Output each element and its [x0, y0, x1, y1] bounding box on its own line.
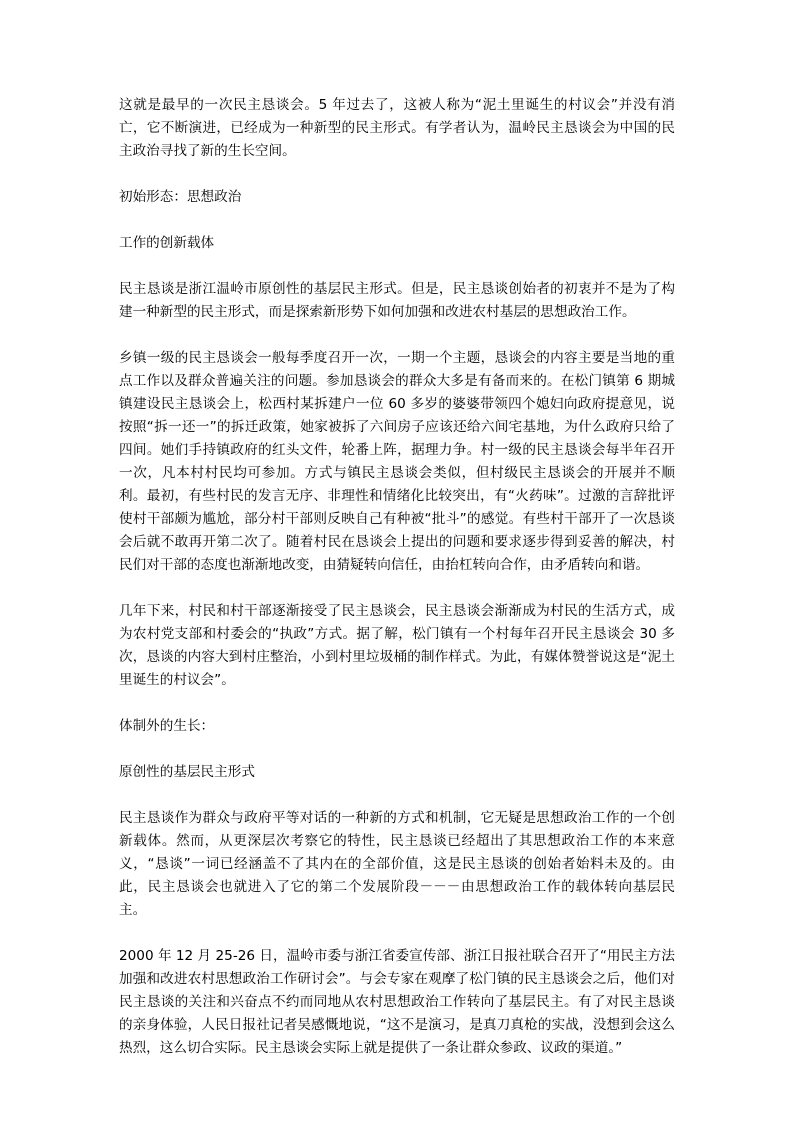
- section-heading-2a: 体制外的生长：: [119, 718, 215, 734]
- section-heading-2b: 原创性的基层民主形式: [119, 764, 255, 780]
- paragraph-township: 乡镇一级的民主恳谈会一般每季度召开一次，一期一个主题，恳谈会的内容主要是当地的重点工作以及群众普遍关注的问题。参加恳谈会的群众大多是有备而来的。在松门镇第 6 期城镇建设民主恳谈会上，松西村某拆建户一位 60 多岁的婆婆带领四个媳妇向政府提意见，说按照“拆一还一”的拆迁政策，她家被拆了六间房子应该还给六间宅基地，为什么政府只给了四间。她们手持镇政府的红头文件，轮番上阵，据理力争。村一级的民主恳谈会每半年召开一次，凡本村村民均可参加。方式与镇民主恳谈会类似，但村级民主恳谈会的开展并不顺利。最初，有些村民的发言无序、非理性和情绪化比较突出，有“火药味”。过激的言辞批评使村干部颇为尴尬，部分村干部则反映自己有种被“批斗”的感觉。有些村干部开了一次恳谈会后就不敢再开第二次了。随着村民在恳谈会上提出的问题和要求逐步得到妥善的解决，村民们对干部的态度也渐渐地改变，由猜疑转向信任，由抬杠转向合作，由矛盾转向和谐。: [119, 350, 675, 573]
- paragraph-carrier: 民主恳谈作为群众与政府平等对话的一种新的方式和机制，它无疑是思想政治工作的一个创新载体。然而，从更深层次考察它的特性，民主恳谈已经超出了其思想政治工作的本来意义，“恳谈”一词已经涵盖不了其内在的全部价值，这是民主恳谈的创始者始料未及的。由此，民主恳谈会也就进入了它的第二个发展阶段－－－由思想政治工作的载体转向基层民主。: [119, 810, 675, 918]
- paragraph-origin: 民主恳谈是浙江温岭市原创性的基层民主形式。但是，民主恳谈创始者的初衷并不是为了构建一种新型的民主形式，而是探索新形势下如何加强和改进农村基层的思想政治工作。: [119, 281, 675, 320]
- section-heading-1a: 初始形态：思想政治: [119, 189, 242, 205]
- document-body: [119, 94, 675, 1083]
- paragraph-intro: 这就是最早的一次民主恳谈会。5 年过去了，这被人称为“泥土里诞生的村议会”并没有消亡，它不断演进，已经成为一种新型的民主形式。有学者认为，温岭民主恳谈会为中国的民主政治寻找了新的生长空间。: [119, 97, 675, 159]
- section-heading-1b: 工作的创新载体: [119, 235, 215, 251]
- paragraph-village: 几年下来，村民和村干部逐渐接受了民主恳谈会，民主恳谈会渐渐成为村民的生活方式，成为农村党支部和村委会的“执政”方式。据了解，松门镇有一个村每年召开民主恳谈会 30 多次，恳谈的内容大到村庄整治，小到村里垃圾桶的制作样式。为此，有媒体赞誉说这是“泥土里诞生的村议会”。: [119, 603, 675, 688]
- paragraph-seminar: 2000 年 12 月 25-26 日，温岭市委与浙江省委宣传部、浙江日报社联合召开了“用民主方法加强和改进农村思想政治工作研讨会”。与会专家在观摩了松门镇的民主恳谈会之后，他们对民主恳谈的关注和兴奋点不约而同地从农村思想政治工作转向了基层民主。有了对民主恳谈的亲身体验，人民日报社记者吴感慨地说，“这不是演习，是真刀真枪的实战，没想到会这么热烈，这么切合实际。民主恳谈会实际上就是提供了一条让群众参政、议政的渠道。”: [119, 948, 675, 1056]
